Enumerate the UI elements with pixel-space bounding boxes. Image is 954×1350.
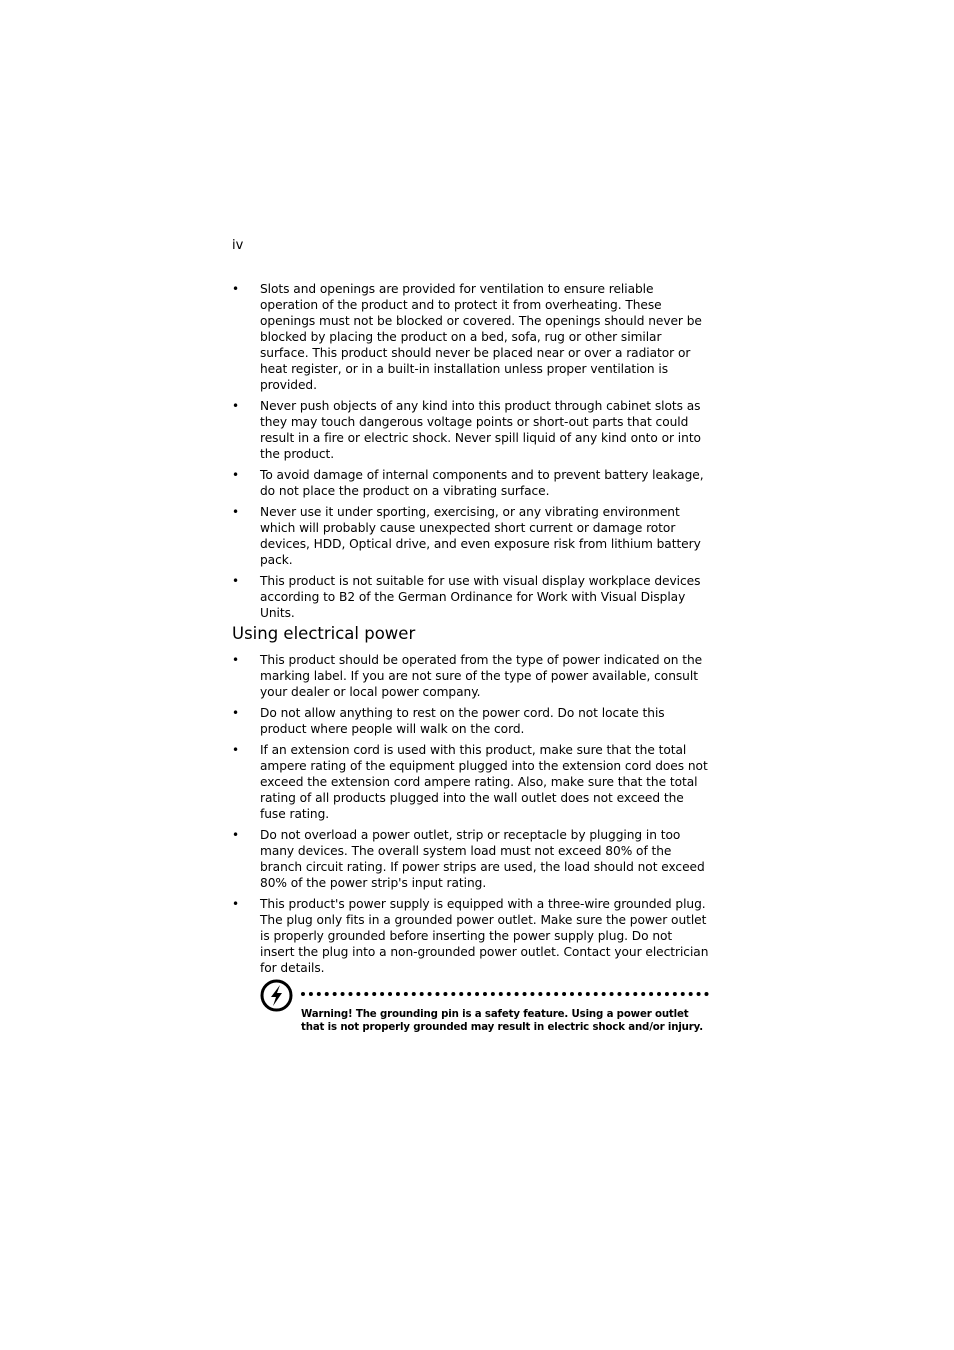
bullet: • [232,828,240,842]
list-item [232,467,710,499]
warning-text: Warning! The grounding pin is a safety feature. Using a power outlet that is not properly grounded may result in electric shock and/or injury. [301,1009,703,1033]
bullet: • [232,399,240,413]
bullet: • [232,282,240,296]
bullet: • [232,468,240,482]
list-item-text: Do not overload a power outlet, strip or receptacle by plugging in too many devices. The overall system load must not exceed 80% of the branch circuit rating. If power strips are used, the load should not exceed 80% of the power strip's input rating. [260,828,705,890]
list-item [232,281,710,393]
list-item [232,827,710,891]
list-item-text: To avoid damage of internal components and to prevent battery leakage, do not place the product on a vibrating surface. [260,468,704,498]
bullet: • [232,897,240,911]
list-item [232,398,710,462]
list-item [232,504,710,568]
list-item-text: Never use it under sporting, exercising, or any vibrating environment which will probably cause unexpected short current or damage rotor devices, HDD, Optical drive, and even exposure risk from lithium battery pack. [260,505,701,567]
list-item [232,896,710,976]
ventilation-safety-list [232,281,710,626]
list-item [232,652,710,700]
lightning-warning-icon [260,979,293,1012]
page-number: iv [232,238,244,253]
list-item [232,742,710,822]
warning-divider [301,992,709,996]
list-item-text: This product is not suitable for use with visual display workplace devices according to B2 of the German Ordinance for Work with Visual Display Units. [260,574,701,620]
bullet: • [232,743,240,757]
list-item-text: This product should be operated from the type of power indicated on the marking label. If you are not sure of the type of power available, consult your dealer or local power company. [260,653,703,699]
list-item-text: Slots and openings are provided for ventilation to ensure reliable operation of the product and to protect it from overheating. These openings must not be blocked or covered. The openings should never be blocked by placing the product on a bed, sofa, rug or other similar surface. This product should never be placed near or over a radiator or heat register, or in a built-in installation unless proper ventilation is provided. [260,282,702,392]
bullet: • [232,505,240,519]
list-item-text: Do not allow anything to rest on the power cord. Do not locate this product where people will walk on the cord. [260,706,665,736]
list-item-text: Never push objects of any kind into this product through cabinet slots as they may touch dangerous voltage points or short-out parts that could result in a fire or electric shock. Never spill liquid of any kind onto or into the product. [260,399,701,461]
bullet: • [232,653,240,667]
list-item [232,573,710,621]
section-heading: Using electrical power [232,624,416,643]
list-item-text: If an extension cord is used with this product, make sure that the total ampere rating of the equipment plugged into the extension cord does not exceed the extension cord ampere rating. Also, make sure that the total rating of all products plugged into the wall outlet does not exceed the fuse rating. [260,743,708,821]
list-item-text: This product's power supply is equipped with a three-wire grounded plug. The plug only fits in a grounded power outlet. Make sure the power outlet is properly grounded before inserting the power supply plug. Do not insert the plug into a non-grounded power outlet. Contact your electrician for details. [260,897,709,975]
bullet: • [232,706,240,720]
bullet: • [232,574,240,588]
electrical-power-list [232,652,710,981]
list-item [232,705,710,737]
